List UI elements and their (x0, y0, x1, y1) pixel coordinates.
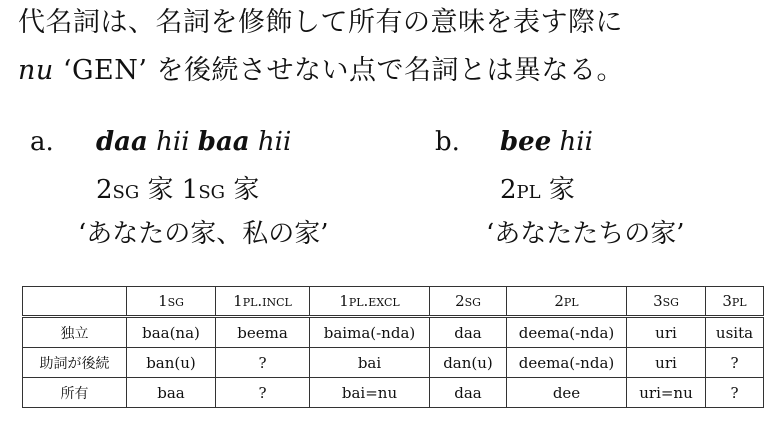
example-b-form (500, 126, 593, 158)
table-cell: bai (310, 348, 430, 378)
example-a-translation: ‘あなたの家、私の家’ (78, 219, 329, 249)
row-label-cell: 助詞が後続 (23, 348, 127, 378)
example-segment: sg (198, 175, 226, 205)
table-cell: ? (706, 378, 764, 408)
example-segment: 2 (96, 175, 113, 205)
example-segment: 家 (540, 175, 575, 205)
pronoun-table-body (23, 317, 764, 408)
example-segment: 家 (225, 175, 260, 205)
paragraph-line-2-rest: を後続させない点で名詞とは異なる。 (147, 55, 625, 86)
example-segment: baa (197, 127, 250, 157)
column-header-part: pl.incl (242, 292, 292, 310)
example-segment: hii (551, 127, 593, 157)
column-header-part: 2 (455, 292, 465, 310)
column-header-part: pl (563, 292, 579, 310)
table-cell: uri (627, 317, 706, 348)
table-cell: bai=nu (310, 378, 430, 408)
column-header-part: 3 (722, 292, 732, 310)
table-row (23, 317, 764, 348)
table-cell: deema(-nda) (507, 317, 627, 348)
row-label-cell: 所有 (23, 378, 127, 408)
gen-marker-form: nu (18, 55, 54, 86)
example-segment: sg (112, 175, 140, 205)
column-header (127, 287, 216, 317)
table-cell: baima(-nda) (310, 317, 430, 348)
column-header-part: 1 (158, 292, 168, 310)
example-segment: daa (96, 127, 148, 157)
table-row (23, 378, 764, 408)
table-cell: deema(-nda) (507, 348, 627, 378)
table-cell: usita (706, 317, 764, 348)
paragraph-line-2 (18, 54, 624, 88)
column-header-part: sg (662, 292, 679, 310)
example-segment: pl (516, 175, 541, 205)
example-a-form (96, 126, 291, 158)
example-b-gloss (500, 174, 575, 206)
column-header (310, 287, 430, 317)
table-cell: baa(na) (127, 317, 216, 348)
column-header (627, 287, 706, 317)
column-header-part: 1 (339, 292, 349, 310)
column-header-part: sg (167, 292, 184, 310)
example-a-label: a. (30, 127, 54, 157)
table-cell: ? (216, 348, 310, 378)
table-cell: ? (216, 378, 310, 408)
column-header-part: 2 (554, 292, 564, 310)
example-segment: hii (147, 127, 198, 157)
column-header (216, 287, 310, 317)
table-cell: uri (627, 348, 706, 378)
example-segment: 家 1 (139, 175, 199, 205)
column-header-part: pl.excl (348, 292, 400, 310)
example-a-gloss (96, 174, 259, 206)
table-cell: dee (507, 378, 627, 408)
table-row (23, 348, 764, 378)
table-cell: beema (216, 317, 310, 348)
paragraph-line-1: 代名詞は、名詞を修飾して所有の意味を表す際に (18, 7, 623, 38)
gen-marker-gloss: ‘GEN’ (62, 55, 148, 86)
column-header-part: 3 (653, 292, 663, 310)
column-header-part: pl (731, 292, 747, 310)
table-cell: daa (430, 317, 507, 348)
column-header (706, 287, 764, 317)
table-cell: baa (127, 378, 216, 408)
header-row (23, 287, 764, 317)
example-segment: hii (249, 127, 292, 157)
column-header-part: sg (464, 292, 481, 310)
pronoun-table-header (23, 287, 764, 317)
example-b-label: b. (435, 127, 460, 157)
pronoun-table (22, 286, 764, 408)
column-header (430, 287, 507, 317)
column-header (507, 287, 627, 317)
header-corner-cell (23, 287, 127, 317)
table-cell: dan(u) (430, 348, 507, 378)
example-segment: 2 (500, 175, 517, 205)
example-b-translation: ‘あなたたちの家’ (486, 219, 685, 249)
table-cell: ? (706, 348, 764, 378)
column-header-part: 1 (233, 292, 243, 310)
table-cell: ban(u) (127, 348, 216, 378)
table-cell: daa (430, 378, 507, 408)
example-segment: bee (500, 127, 552, 157)
table-cell: uri=nu (627, 378, 706, 408)
row-label-cell: 独立 (23, 317, 127, 348)
